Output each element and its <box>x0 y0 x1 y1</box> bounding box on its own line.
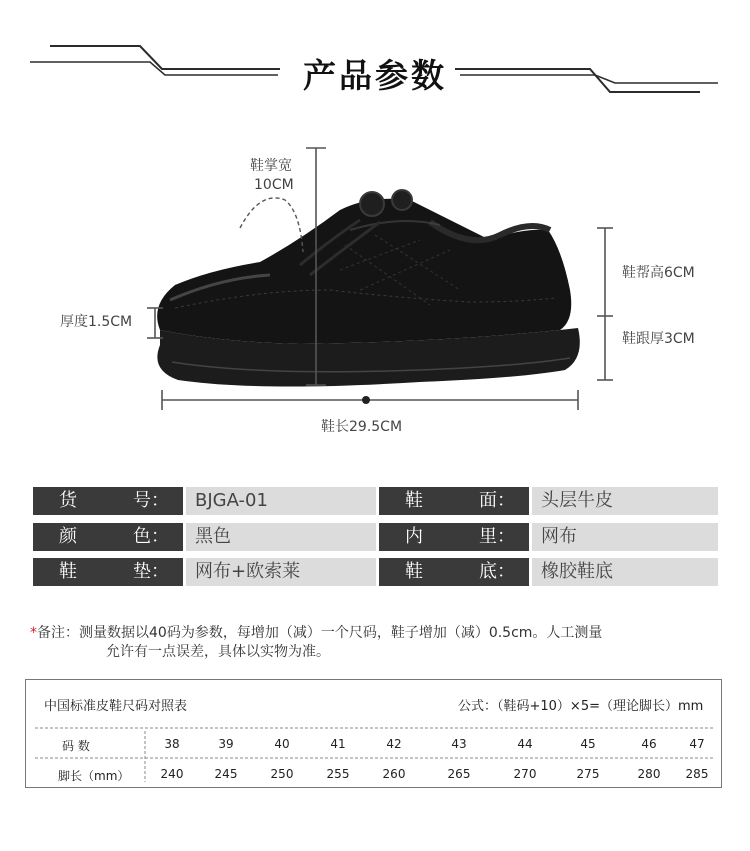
size-chart-formula: 公式：（鞋码+10）×5=（理论脚长）mm <box>458 699 704 714</box>
spec-value-sole: 橡胶鞋底 <box>532 558 718 586</box>
foot-length-cell: 270 <box>513 767 537 781</box>
size-cell: 40 <box>274 737 290 751</box>
dimension-lines <box>0 140 750 430</box>
thickness-label: 厚度1.5CM <box>60 314 133 330</box>
foot-length-cell: 255 <box>326 767 350 781</box>
foot-length-cell: 260 <box>382 767 406 781</box>
foot-length-cell: 245 <box>214 767 238 781</box>
foot-length-cell: 275 <box>576 767 600 781</box>
spec-value-item-no: BJGA-01 <box>186 487 376 515</box>
spec-label-sole: 鞋 底： <box>379 558 529 586</box>
upper-height-label: 鞋帮高6CM <box>622 265 695 281</box>
size-cell: 47 <box>689 737 705 751</box>
foot-length-cell: 240 <box>160 767 184 781</box>
size-cell: 46 <box>641 737 657 751</box>
length-label: 鞋长29.5CM <box>321 419 403 435</box>
spec-row-2 <box>33 523 718 551</box>
size-cell: 38 <box>164 737 180 751</box>
spec-label-upper: 鞋 面： <box>379 487 529 515</box>
width-label: 鞋掌宽 <box>250 158 292 174</box>
heel-thickness-label: 鞋跟厚3CM <box>622 331 695 347</box>
spec-label-item-no: 货 号： <box>33 487 183 515</box>
spec-label-insole: 鞋 垫： <box>33 558 183 586</box>
note-star: * <box>30 625 37 641</box>
spec-label-color: 颜 色： <box>33 523 183 551</box>
size-cell: 43 <box>451 737 467 751</box>
note-line-2: 允许有一点误差，具体以实物为准。 <box>106 644 330 660</box>
spec-value-upper: 头层牛皮 <box>532 487 718 515</box>
spec-label-lining: 内 里： <box>379 523 529 551</box>
size-cell: 39 <box>218 737 234 751</box>
page-title: 产品参数 <box>303 56 447 95</box>
note <box>30 624 602 662</box>
width-value: 10CM <box>254 177 294 193</box>
foot-length-cell: 280 <box>637 767 661 781</box>
spec-row-1 <box>33 487 718 515</box>
size-cell: 41 <box>330 737 346 751</box>
size-cell: 42 <box>386 737 402 751</box>
foot-length-cell: 285 <box>685 767 709 781</box>
spec-value-lining: 网布 <box>532 523 718 551</box>
spec-row-3 <box>33 558 718 586</box>
foot-length-cell: 250 <box>270 767 294 781</box>
size-row-label: 码 数 <box>62 739 90 753</box>
foot-length-row-label: 脚长（mm） <box>58 769 130 783</box>
note-line-1: 备注：测量数据以40码为参数，每增加（减）一个尺码，鞋子增加（减）0.5cm。人工测量 <box>37 625 603 641</box>
foot-length-cell: 265 <box>447 767 471 781</box>
size-cell: 44 <box>517 737 533 751</box>
spec-value-insole: 网布+欧索莱 <box>186 558 376 586</box>
size-cell: 45 <box>580 737 596 751</box>
spec-value-color: 黑色 <box>186 523 376 551</box>
size-chart-title: 中国标准皮鞋尺码对照表 <box>44 699 188 714</box>
